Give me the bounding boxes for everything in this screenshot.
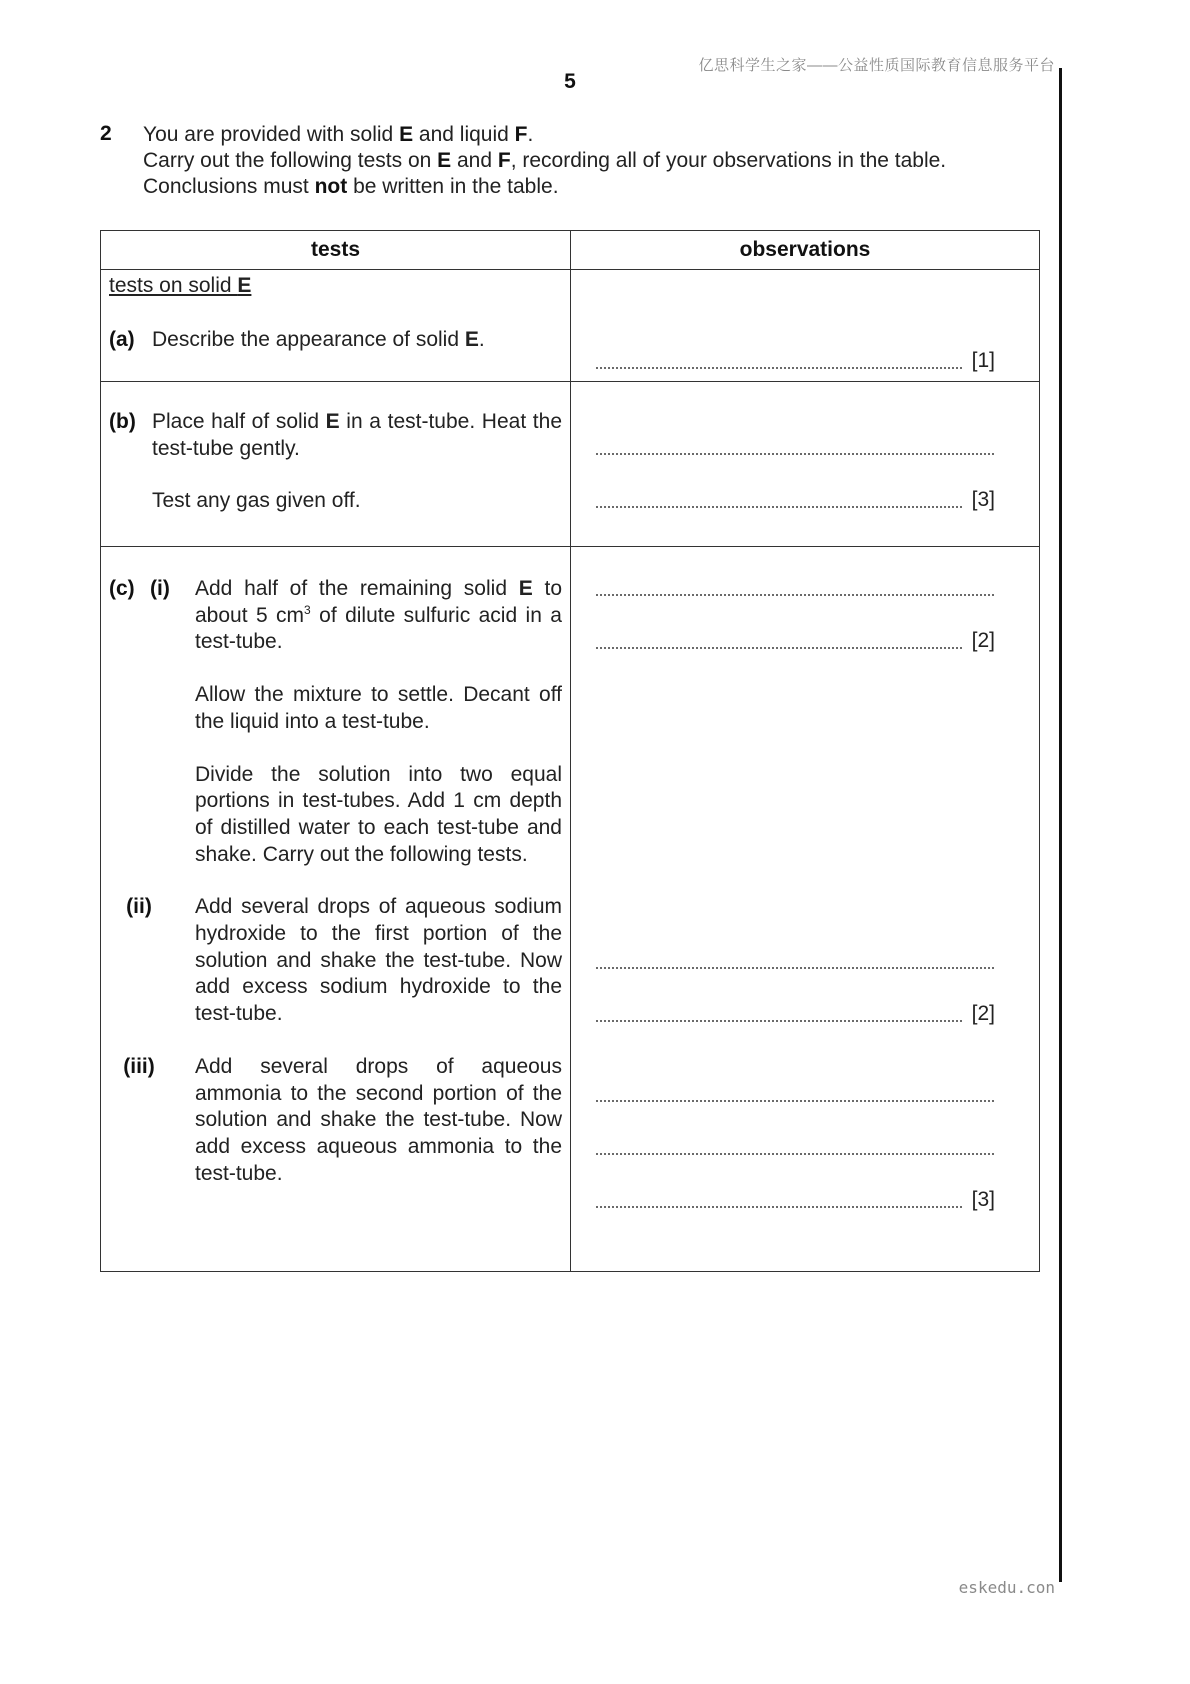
- part-c-iii-text: Add several drops of aqueous ammonia to the second portion of the solution and shake the test-tube. Now add excess aqueous ammonia to the test-tube.: [195, 1054, 562, 1185]
- answer-line[interactable]: [595, 629, 995, 655]
- part-b: [109, 409, 562, 515]
- page-number: 5: [564, 70, 576, 93]
- part-c-ii-text: Add several drops of aqueous sodium hydroxide to the first portion of the solution and shake the test-tube. Now add excess sodium hydroxide to the test-tube.: [195, 895, 562, 1026]
- header-tests: tests: [101, 231, 571, 270]
- tests-cell-c: [101, 547, 571, 1272]
- part-c-i-text-2: Allow the mixture to settle. Decant off the liquid into a test-tube.: [195, 683, 562, 733]
- table-row-c: [101, 547, 1040, 1272]
- mark-c-ii: [2]: [971, 1002, 995, 1026]
- tests-cell-a: [101, 270, 571, 382]
- answer-line[interactable]: [595, 435, 995, 461]
- part-a-label: (a): [109, 327, 135, 351]
- part-b-text-1: Place half of solid E in a test-tube. Heat the test-tube gently.: [152, 410, 562, 460]
- answer-line[interactable]: [595, 576, 995, 602]
- intro-line-3: Conclusions must not be written in the table.: [143, 175, 559, 198]
- table-row-b: [101, 382, 1040, 547]
- tests-cell-b: [101, 382, 571, 547]
- header-observations: observations: [571, 231, 1040, 270]
- header-watermark: 亿思科学生之家——公益性质国际教育信息服务平台: [698, 57, 1055, 74]
- part-c-ii-label: (ii): [126, 895, 152, 919]
- part-a-text: Describe the appearance of solid E.: [152, 327, 485, 351]
- answer-line[interactable]: [595, 1002, 995, 1028]
- part-b-label: (b): [109, 410, 136, 433]
- mark-c-iii: [3]: [971, 1188, 995, 1212]
- question-number: 2: [100, 122, 112, 145]
- answer-line[interactable]: [595, 1082, 995, 1108]
- section-heading: tests on solid E: [109, 274, 252, 297]
- observation-cell-a: [571, 270, 1040, 382]
- footer-watermark: eskedu.con: [958, 1578, 1055, 1597]
- part-c-iii-label: (iii): [123, 1054, 155, 1078]
- part-c-i-text-3: Divide the solution into two equal portions in test-tubes. Add 1 cm depth of distilled water to each test-tube and shake. Carry out the following tests.: [195, 762, 562, 866]
- observation-cell-b: [571, 382, 1040, 547]
- part-c-label: (c): [109, 577, 135, 600]
- part-c-i: [109, 576, 562, 868]
- intro-line-1: You are provided with solid E and liquid F.: [143, 123, 534, 146]
- table-header-row: [101, 231, 1040, 270]
- part-c-ii: [109, 894, 562, 1028]
- page-margin-rule: [1059, 68, 1062, 1582]
- answer-line[interactable]: [595, 488, 995, 514]
- mark-b: [3]: [971, 488, 995, 512]
- answer-line[interactable]: [595, 1135, 995, 1161]
- answer-line[interactable]: [595, 349, 995, 375]
- tests-observations-table: [100, 230, 1040, 1272]
- mark-c-i: [2]: [971, 629, 995, 653]
- intro-line-2: Carry out the following tests on E and F, recording all of your observations in the table.: [143, 149, 947, 172]
- table-row-a: [101, 270, 1040, 382]
- answer-line[interactable]: [595, 949, 995, 975]
- part-a: [109, 327, 562, 354]
- part-c-i-text-1: Add half of the remaining solid E to about 5 $cm^3$ of dilute sulfuric acid in a test-tube.: [195, 577, 562, 654]
- part-c-iii: [109, 1054, 562, 1188]
- mark-a: [1]: [971, 349, 995, 373]
- part-c-i-label: (i): [150, 577, 170, 600]
- observation-cell-c: [571, 547, 1040, 1272]
- answer-line[interactable]: [595, 1188, 995, 1214]
- part-b-text-2: Test any gas given off.: [152, 489, 361, 513]
